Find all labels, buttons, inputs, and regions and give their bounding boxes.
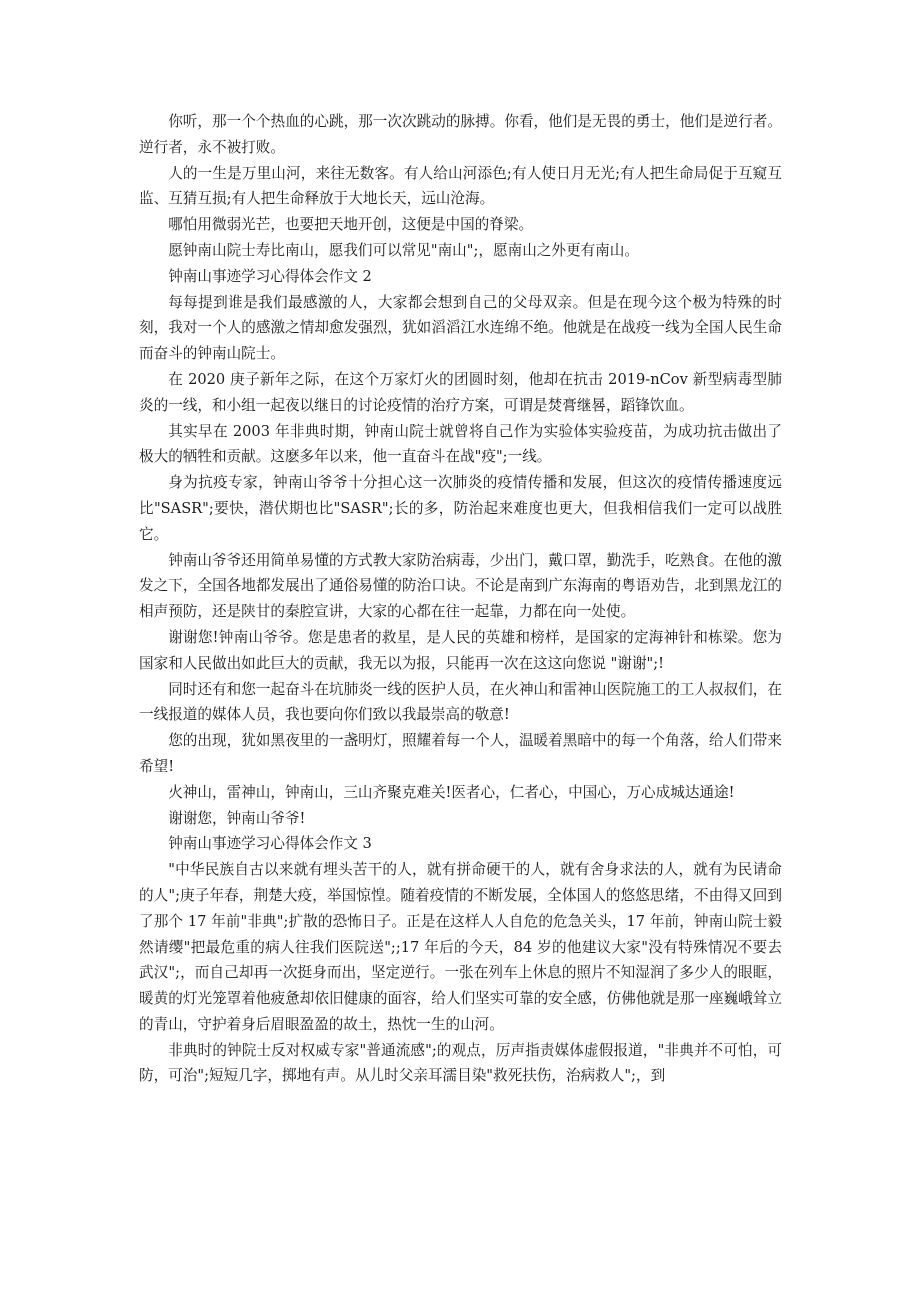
paragraph: 其实早在 2003 年非典时期，钟南山院士就曾将自己作为实验体实验疫苗，为成功抗击做出了极大的牺牲和贡献。这麽多年以来，他一直奋斗在战"疫";一线。 (139, 422, 782, 466)
section-heading: 钟南山事迹学习心得体会作文 2 (168, 267, 372, 285)
paragraph: 谢谢您!钟南山爷爷。您是患者的救星，是人民的英雄和榜样，是国家的定海神针和栋梁。您为国家和人民做出如此巨大的贡献，我无以为报，只能再一次在这这向您说 "谢谢";! (139, 628, 782, 672)
section-heading: 钟南山事迹学习心得体会作文 3 (168, 835, 372, 853)
paragraph: 同时还有和您一起奋斗在坑肺炎一线的医护人员，在火神山和雷神山医院施工的工人叔叔们，在一线报道的媒体人员，我也要向你们致以我最崇高的敬意! (139, 680, 782, 724)
paragraph: 每每提到谁是我们最感激的人，大家都会想到自己的父母双亲。但是在现今这个极为特殊的时刻，我对一个人的感激之情却愈发强烈，犹如滔滔江水连绵不绝。他就是在战疫一线为全国人民生命而奋斗的钟南山院士。 (139, 293, 782, 363)
paragraph: 非典时的钟院士反对权威专家"普通流感";的观点，厉声指责媒体虚假报道，"非典并不可怕，可防，可治";短短几字，掷地有声。从儿时父亲耳濡目染"救死扶伤，治病救人";，到 (139, 1041, 782, 1085)
paragraph: 你听，那一个个热血的心跳，那一次次跳动的脉搏。你看，他们是无畏的勇士，他们是逆行者。逆行者，永不被打败。 (139, 113, 782, 156)
document-body (139, 109, 782, 1089)
paragraph: 您的出现，犹如黑夜里的一盏明灯，照耀着每一个人，温暖着黑暗中的每一个角落，给人们带来希望! (139, 732, 782, 775)
paragraph: 哪怕用微弱光芒，也要把天地开创，这便是中国的脊梁。 (168, 216, 534, 234)
paragraph: 人的一生是万里山河，来往无数客。有人给山河添色;有人使日月无光;有人把生命局促于互窥互监、互猜互损;有人把生命释放于大地长天，远山沧海。 (139, 164, 782, 208)
paragraph: 谢谢您，钟南山爷爷! (168, 809, 306, 827)
paragraph: "中华民族自古以来就有埋头苦干的人，就有拼命硬干的人，就有舍身求法的人，就有为民请命的人";庚子年春，荆楚大疫，举国惊惶。随着疫情的不断发展，全体国人的悠悠思绪，不由得又回到了那个 17 年前"非典";扩散的恐怖日子。正是在这样人人自危的危急关头，17 年前，钟南山院士毅然请缨"把最危重的病人往我们医院送";;17 年后的今天，84 岁的他建议大家"没有特殊情况不要去武汉";，而自己却再一次挺身而出，坚定逆行。一张在列车上休息的照片不知湿润了多少人的眼眶，暖黄的灯光笼罩着他疲惫却依旧健康的面容，给人们坚实可靠的安全感，仿佛他就是那一座巍峨耸立的青山，守护着身后眉眼盈盈的故土，热忱一生的山河。 (139, 861, 782, 1033)
paragraph: 身为抗疫专家，钟南山爷爷十分担心这一次肺炎的疫情传播和发展，但这次的疫情传播速度远比"SASR";要快，潜伏期也比"SASR";长的多，防治起来难度也更大，但我相信我们一定可以战胜它。 (139, 474, 782, 543)
paragraph: 火神山，雷神山，钟南山，三山齐聚克难关!医者心，仁者心，中国心，万心成城达通途! (168, 783, 735, 801)
paragraph: 愿钟南山院士寿比南山，愿我们可以常见"南山";，愿南山之外更有南山。 (168, 241, 639, 259)
paragraph: 钟南山爷爷还用简单易懂的方式教大家防治病毒，少出门，戴口罩，勤洗手，吃熟食。在他的激发之下，全国各地都发展出了通俗易懂的防治口诀。不论是南到广东海南的粤语劝告，北到黑龙江的相声预防，还是陕甘的秦腔宣讲，大家的心都在往一起靠，力都在向一处使。 (139, 551, 782, 621)
paragraph: 在 2020 庚子新年之际，在这个万家灯火的团圆时刻，他却在抗击 2019-nCov 新型病毒型肺炎的一线，和小组一起夜以继日的讨论疫情的治疗方案，可谓是焚膏继晷，蹈锋饮血。 (139, 370, 782, 414)
